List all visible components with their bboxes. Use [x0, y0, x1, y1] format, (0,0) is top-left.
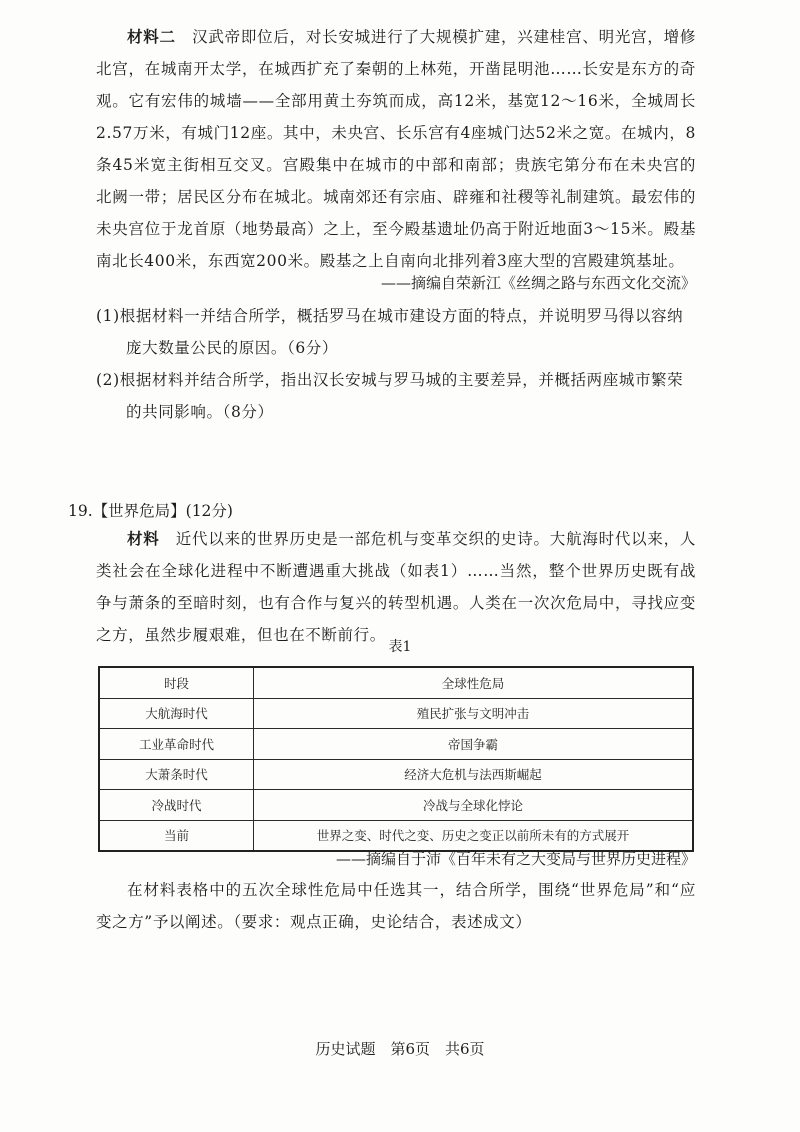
- table-cell-crisis: 殖民扩张与文明冲击: [254, 698, 694, 729]
- question-18-2: (2)根据材料并结合所学，指出汉长安城与罗马城的主要差异，并概括两座城市繁荣的共同影响。（8分）: [96, 371, 684, 421]
- q19-material-text: 近代以来的世界历史是一部危机与变革交织的史诗。大航海时代以来，人类社会在全球化进程中不断遭遇重大挑战（如表1）……当然，整个世界历史既有战争与萧条的至暗时刻，也有合作与复兴的转型机遇。人类在一次次危局中，寻找应变之方，虽然步履艰难，但也在不断前行。: [96, 530, 696, 644]
- table-cell-crisis: 帝国争霸: [254, 729, 694, 760]
- q19-source: ——摘编自于沛《百年未有之大变局与世界历史进程》: [335, 850, 696, 868]
- material2-paragraph: [96, 21, 696, 277]
- table-row: [99, 790, 693, 821]
- question-18-1: (1)根据材料一并结合所学，概括罗马在城市建设方面的特点，并说明罗马得以容纳庞大数量公民的原因。（6分）: [96, 307, 684, 357]
- table-cell-crisis: 世界之变、时代之变、历史之变正以前所未有的方式展开: [254, 820, 694, 851]
- table-header-row: [99, 667, 693, 698]
- table-row: [99, 698, 693, 729]
- table-header-crisis: 全球性危局: [254, 667, 694, 698]
- material2-text: 汉武帝即位后，对长安城进行了大规模扩建，兴建桂宫、明光宫，增修北宫，在城南开太学，在城西扩充了秦朝的上林苑，开凿昆明池……长安是东方的奇观。它有宏伟的城墙——全部用黄土夯筑而成，高12米，基宽12～16米，全城周长2.57万米，有城门12座。其中，未央宫、长乐宫有4座城门达52米之宽。在城内，8条45米宽主街相互交叉。宫殿集中在城市的中部和南部；贵族宅第分布在未央宫的北阙一带；居民区分布在城北。城南郊还有宗庙、辟雍和社稷等礼制建筑。最宏伟的未央宫位于龙首原（地势最高）之上，至今殿基遗址仍高于附近地面3～15米。殿基南北长400米，东西宽200米。殿基之上自南向北排列着3座大型的宫殿建筑基址。: [96, 28, 696, 270]
- table-row: [99, 729, 693, 760]
- material2-label: 材料二: [127, 27, 176, 46]
- table-header-period: 时段: [99, 667, 254, 698]
- table-caption: 表1: [388, 639, 412, 655]
- table-cell-period: 当前: [99, 820, 254, 851]
- material2-source: ——摘编自荣新江《丝绸之路与东西文化交流》: [380, 274, 696, 292]
- table-cell-period: 大航海时代: [99, 698, 254, 729]
- page-footer: 历史试题 第6页 共6页: [315, 1040, 485, 1058]
- table-cell-period: 工业革命时代: [99, 729, 254, 760]
- table-cell-crisis: 经济大危机与法西斯崛起: [254, 759, 694, 790]
- q19-task: 在材料表格中的五次全球性危局中任选其一，结合所学，围绕“世界危局”和“应变之方”予以阐述。（要求：观点正确，史论结合，表述成文）: [96, 881, 696, 931]
- table-cell-crisis: 冷战与全球化悖论: [254, 790, 694, 821]
- table-row: [99, 820, 693, 851]
- table-cell-period: 大萧条时代: [99, 759, 254, 790]
- q19-material-label: 材料: [127, 529, 160, 548]
- table-cell-period: 冷战时代: [99, 790, 254, 821]
- question-19-heading: 19.【世界危局】(12分): [68, 502, 233, 520]
- table-row: [99, 759, 693, 790]
- q19-material-paragraph: [96, 523, 696, 651]
- crisis-table: [98, 666, 694, 852]
